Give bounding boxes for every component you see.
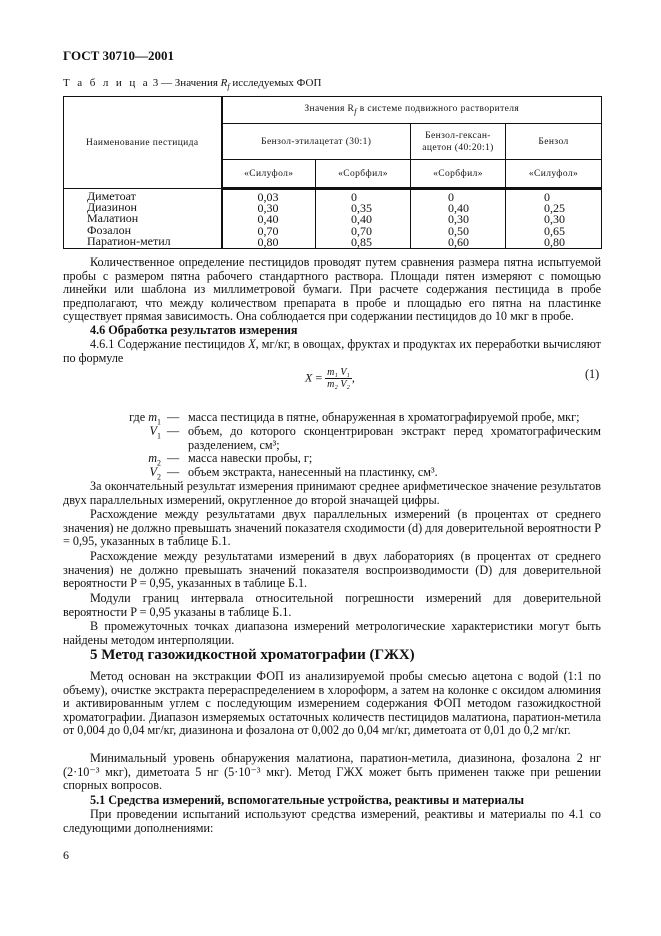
cell-name: Фозалон xyxy=(87,222,132,237)
caption-number: 3 xyxy=(152,77,159,89)
paragraph-min-level: Минимальный уровень обнаружения малатиона, паратион-метила, диазинона, фозалона 2 нг (2·10⁻³ мкг), диметоата 5 нг (5·10⁻³ мкг). Метод ГЖХ может быть применен также при решении спорных вопросов. xyxy=(63,751,601,793)
header-group-text: Значения R xyxy=(304,104,355,115)
caption-symbol-sub: f xyxy=(227,82,230,92)
values-col-1 xyxy=(222,189,316,249)
cell-value: 0,40 xyxy=(448,201,469,216)
formula-tail: , xyxy=(351,370,355,385)
cell-value: 0,35 xyxy=(351,201,372,216)
formula-eq: = xyxy=(315,370,323,385)
cell-value: 0,80 xyxy=(257,234,279,249)
cell-value: 0,40 xyxy=(351,212,372,227)
caption-text-after: исследуемых ФОП xyxy=(232,77,322,89)
cell-value: 0,30 xyxy=(257,201,279,216)
formula-denominator: m₂ V₂ xyxy=(327,379,350,390)
legend-sym: m xyxy=(148,410,157,424)
legend-desc: масса пестицида в пятне, обнаруженная в хроматографируемой пробе, мкг; xyxy=(188,410,580,424)
cell-value: 0 xyxy=(448,190,454,204)
paragraph-quantitative: Количественное определение пестицидов проводят путем сравнения размера пятна испытуемой пробы с размером пятна рабочего стандартного раствора. Площади пятен измеряют с помощью линейки или шаблона из миллиметровой бумаги. При расчете содержания пестицида в пробе предполагают, что между количеством препарата в пробе и площадью его пятна на пластинке существует прямая зависимость. Она соблюдается при содержании пестицидов до 10 мкг в пробе. xyxy=(63,255,601,324)
formula-1 xyxy=(305,367,355,390)
legend-dash: — xyxy=(167,424,180,438)
legend-dash: — xyxy=(167,465,180,479)
cell-value: 0,30 xyxy=(448,212,469,227)
formula-number: (1) xyxy=(585,367,600,381)
cell-value: 0,85 xyxy=(351,234,372,249)
cell-value: 0 xyxy=(544,190,550,204)
cell-value: 0,70 xyxy=(351,223,372,238)
formula-fraction xyxy=(325,367,352,390)
document-id: ГОСТ 30710—2001 xyxy=(63,48,175,63)
formula-lhs: X xyxy=(305,370,313,385)
header-plate-1: «Силуфол» xyxy=(222,160,316,189)
legend-prefix: где xyxy=(129,410,149,424)
header-system-2: Бензол-гексан-ацетон (40:20:1) xyxy=(411,124,506,160)
header-group-after: в системе подвижного растворителя xyxy=(359,104,520,115)
paragraph-lab-difference: Расхождение между результатами измерений в двух лабораториях (в процентах от среднего значения) не должно превышать значений показателя воспроизводимости (D) для доверительной вероятности P = 0,95, указанных в таблице Б.1. xyxy=(63,549,601,591)
cell-value: 0,25 xyxy=(544,201,565,216)
heading-5-1: 5.1 Средства измерений, вспомогательные устройства, реактивы и материалы xyxy=(90,793,525,807)
legend-dash: — xyxy=(167,410,180,424)
table-row xyxy=(64,189,602,249)
header-plate-2: «Сорбфил» xyxy=(316,160,411,189)
values-col-3 xyxy=(411,189,506,249)
legend-desc: объем экстракта, нанесенный на пластинку, см³. xyxy=(188,465,438,479)
caption-text: — Значения xyxy=(161,77,218,89)
p461-text-b: , мг/кг, в овощах, фруктах и продуктах их переработки вычисляют по формуле xyxy=(63,337,601,365)
rf-values-table xyxy=(63,96,602,249)
header-pesticide-name: Наименование пестицида xyxy=(64,97,222,189)
paragraph-4-6-1 xyxy=(63,338,601,365)
header-plate-3: «Сорбфил» xyxy=(411,160,506,189)
cell-name: Диазинон xyxy=(87,200,137,215)
legend-sub: 2 xyxy=(157,472,161,482)
caption-prefix: Т а б л и ц а xyxy=(63,77,151,89)
legend-symbol xyxy=(63,425,161,443)
header-group-sub: f xyxy=(354,106,357,116)
cell-value: 0 xyxy=(351,190,357,204)
legend-sym: m xyxy=(148,451,157,465)
p461-var-x: X xyxy=(248,337,256,351)
cell-name: Диметоат xyxy=(87,189,136,203)
cell-value: 0,03 xyxy=(257,190,279,204)
p461-text-a: 4.6.1 Содержание пестицидов xyxy=(90,337,249,351)
paragraph-final-result: За окончательный результат измерения принимают среднее арифметическое значение результатов двух параллельных измерений, округленное до второй значащей цифры. xyxy=(63,479,601,507)
cell-value: 0,40 xyxy=(257,212,279,227)
paragraph-method: Метод основан на экстракции ФОП из анализируемой пробы смесью ацетона с водой (1:1 по объему), очистке экстракта перераспределением в хлороформ, а затем на колонке с оксидом алюминия и активированным углем с последующим измерением содержания ФОП методом газожидкостной хроматографии. Диапазон измеряемых остаточных количеств пестицидов малатиона, паратион-метила от 0,004 до 0,04 мг/кг, диазинона и фозалона от 0,002 до 0,04 мг/кг, диметоата от 0,01 до 0,2 мг/кг. xyxy=(63,669,601,738)
legend-sub: 1 xyxy=(157,417,161,427)
legend-sub: 2 xyxy=(157,458,161,468)
header-rf-group xyxy=(222,97,602,124)
header-plate-4: «Силуфол» xyxy=(506,160,602,189)
table-caption xyxy=(63,77,321,91)
cell-value: 0,70 xyxy=(257,223,279,238)
formula-numerator: m₁ V₁ xyxy=(327,367,350,378)
section-5-title: 5 Метод газожидкостной хроматографии (ГЖХ) xyxy=(90,647,415,663)
cell-name: Паратион-метил xyxy=(87,233,171,248)
paragraph-parallel-difference: Расхождение между результатами двух параллельных измерений (в процентах от среднего значения) не должно превышать значений показателя сходимости (d) для доверительной вероятности P = 0,95, указанных в таблице Б.1. xyxy=(63,507,601,549)
header-system-3: Бензол xyxy=(506,124,602,160)
legend-dash: — xyxy=(167,451,180,465)
legend-sym: V xyxy=(149,465,157,479)
caption-symbol: R xyxy=(220,77,228,89)
cell-value: 0,60 xyxy=(448,234,469,249)
values-col-4 xyxy=(506,189,602,249)
legend-sym: V xyxy=(149,424,157,438)
cell-name: Малатион xyxy=(87,211,139,226)
paragraph-5-1: При проведении испытаний используют средства измерений, реактивы и материалы по 4.1 со следующими дополнениями: xyxy=(63,807,601,835)
cell-value: 0,50 xyxy=(448,223,469,238)
paragraph-error-modules: Модули границ интервала относительной погрешности измерений для доверительной вероятности P = 0,95 указаны в таблице Б.1. xyxy=(63,591,601,619)
legend-desc: масса навески пробы, г; xyxy=(188,451,313,465)
cell-value: 0,65 xyxy=(544,223,565,238)
heading-4-6: 4.6 Обработка результатов измерения xyxy=(90,323,298,337)
values-col-2 xyxy=(316,189,411,249)
cell-value: 0,80 xyxy=(544,234,565,249)
cell-value: 0,30 xyxy=(544,212,565,227)
pesticide-names xyxy=(64,189,222,249)
legend-sub: 1 xyxy=(157,431,161,441)
header-system-1: Бензол-этилацетат (30:1) xyxy=(222,124,411,160)
page-number: 6 xyxy=(63,848,69,862)
paragraph-interpolation: В промежуточных точках диапазона измерений метрологические характеристики могут быть найдены методом интерполяции. xyxy=(63,619,601,647)
legend-desc: объем, до которого сконцентрирован экстракт перед хроматографическим разделением, см³; xyxy=(188,424,601,452)
